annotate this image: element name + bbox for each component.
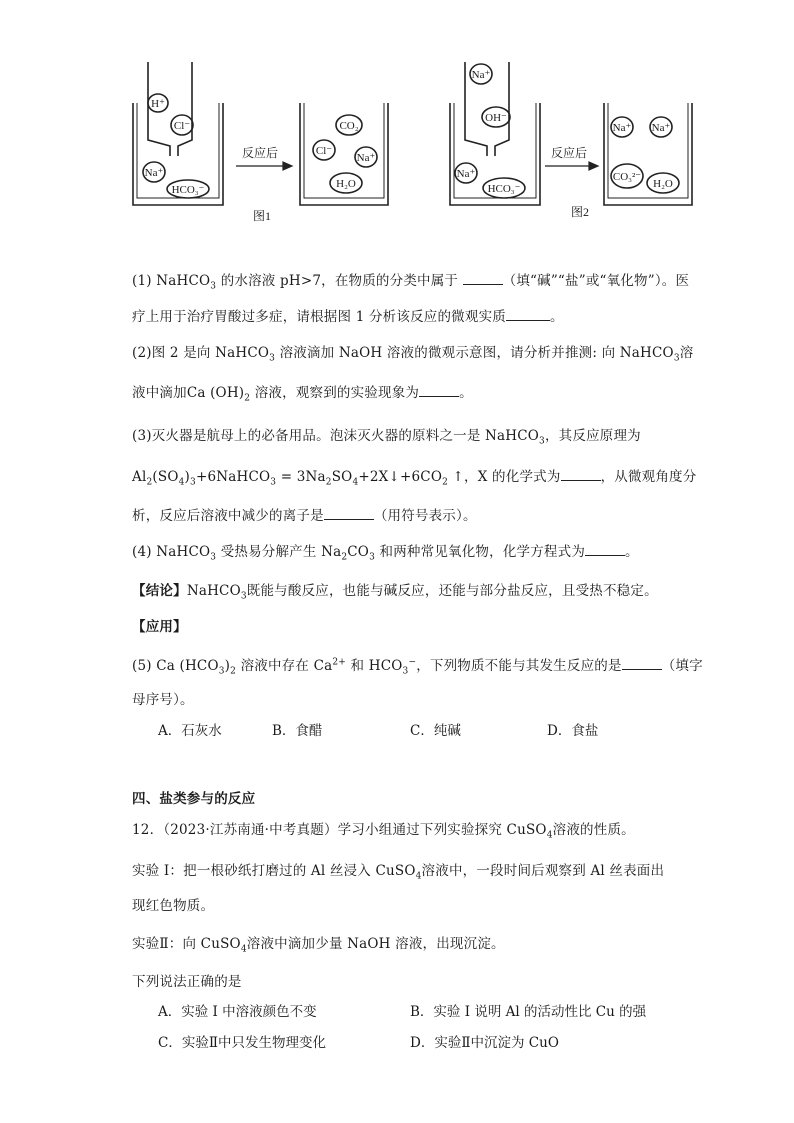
conclusion-tag: 【结论】 xyxy=(132,583,187,599)
ion-label: OH⁻ xyxy=(485,112,507,124)
ion-label: H₂O xyxy=(653,178,673,190)
ion-label: HCO₃⁻ xyxy=(487,183,521,195)
question-5-line-2: 母序号）。 xyxy=(132,692,194,708)
application-line xyxy=(132,618,187,636)
question-5-line-1: (5) Ca $(HCO_3)_2$ 溶液中存在 $Ca^{2+}$ 和 $HCO_3^-$，下列物质不能与其发生反应的是 （填字 xyxy=(132,655,703,675)
q12-option-c[interactable]: C．实验Ⅱ中只发生物理变化 xyxy=(158,1035,327,1051)
answer-blank[interactable] xyxy=(324,505,374,520)
ion-label: Na⁺ xyxy=(456,168,476,180)
question-12-line: 12．（2023·江苏南通·中考真题）学习小组通过下列实验探究 CuSO$_4$溶液的性质。 xyxy=(132,822,635,841)
q12-option-b[interactable]: B．实验 I 说明 Al 的活动性比 Cu 的强 xyxy=(410,1004,647,1020)
q5-option-d[interactable]: D．食盐 xyxy=(547,723,599,739)
question-2-line-1: (2)图 2 是向 NaHCO$_3$ 溶液滴加 NaOH 溶液的微观示意图，请分析并推测: 向 NaHCO$_3$溶 xyxy=(132,345,694,364)
answer-blank[interactable] xyxy=(622,655,662,670)
ion-label: CO₃²⁻ xyxy=(612,171,642,183)
q5-option-b[interactable]: B．食醋 xyxy=(272,723,323,739)
answer-blank[interactable] xyxy=(561,466,601,481)
ion-label: Cl⁻ xyxy=(315,145,333,157)
experiment-2-line: 实验Ⅱ：向 CuSO$_4$溶液中滴加少量 NaOH 溶液，出现沉淀。 xyxy=(132,936,505,955)
ion-label: Na⁺ xyxy=(471,69,491,81)
question-3-line-1: (3)灭火器是航母上的必备用品。泡沫灭火器的原料之一是 NaHCO$_3$，其反应原理为 xyxy=(132,428,641,447)
question-1-line-1: (1) NaHCO$_3$ 的水溶液 pH>7，在物质的分类中属于 （填“碱”“盐”或“氧化物”）。医 xyxy=(132,270,689,290)
ion-label: Cl⁻ xyxy=(173,120,191,132)
answer-blank[interactable] xyxy=(419,382,459,397)
ion-label: Na⁺ xyxy=(651,122,671,134)
ion-label: CO₂ xyxy=(339,120,359,132)
arrow-label-1: 反应后 xyxy=(241,146,279,160)
ion-label: HCO₃⁻ xyxy=(171,184,205,196)
question-12-prompt: 下列说法正确的是 xyxy=(132,974,242,990)
ion-label: Na⁺ xyxy=(612,122,632,134)
reaction-diagram xyxy=(0,0,794,240)
ion-label: Na⁺ xyxy=(356,152,376,164)
conclusion-line: 【结论】NaHCO$_3$既能与酸反应，也能与碱反应，还能与部分盐反应，且受热不稳定。 xyxy=(132,583,658,602)
arrow-label-2: 反应后 xyxy=(550,146,588,160)
q5-option-c[interactable]: C．纯碱 xyxy=(410,723,461,739)
q5-option-a[interactable]: A．石灰水 xyxy=(158,723,222,739)
answer-blank[interactable] xyxy=(506,306,550,321)
section-4-title: 四、盐类参与的反应 xyxy=(132,791,256,807)
application-tag: 【应用】 xyxy=(132,619,187,635)
ion-label: H₂O xyxy=(336,178,356,190)
arrow-2-head xyxy=(589,162,598,170)
ion-label: Na⁺ xyxy=(144,167,164,179)
q12-option-a[interactable]: A．实验 I 中溶液颜色不变 xyxy=(158,1004,317,1020)
figure-caption-1: 图1 xyxy=(252,209,272,223)
ion-label: H⁺ xyxy=(151,98,165,110)
experiment-1-line-1: 实验 I：把一根砂纸打磨过的 Al 丝浸入 CuSO$_4$溶液中，一段时间后观察到 Al 丝表面出 xyxy=(132,863,665,882)
question-4-line: (4) NaHCO$_3$ 受热易分解产生 $Na_2CO_3$ 和两种常见氧化物，化学方程式为 。 xyxy=(132,541,639,561)
figure-caption-2: 图2 xyxy=(570,205,590,219)
reaction-diagram-svg xyxy=(0,0,794,240)
question-1-line-2: 疗上用于治疗胃酸过多症，请根据图 1 分析该反应的微观实质 。 xyxy=(132,306,564,326)
answer-blank[interactable] xyxy=(585,541,625,556)
question-3-equation: $Al_2(SO_4)_3+6NaHCO_3$ = $3Na_2SO_4+2X↓+6CO_2$ ↑，X 的化学式为 ，从微观角度分 xyxy=(132,466,696,486)
answer-blank[interactable] xyxy=(463,270,503,285)
q12-option-d[interactable]: D．实验Ⅱ中沉淀为 CuO xyxy=(410,1035,559,1051)
question-3-line-3: 析，反应后溶液中减少的离子是 （用符号表示）。 xyxy=(132,505,477,525)
question-2-line-2: 液中滴加Ca $(OH)_2$ 溶液，观察到的实验现象为 。 xyxy=(132,382,473,402)
experiment-1-line-2: 现红色物质。 xyxy=(132,898,215,914)
arrow-1-head xyxy=(283,162,292,170)
